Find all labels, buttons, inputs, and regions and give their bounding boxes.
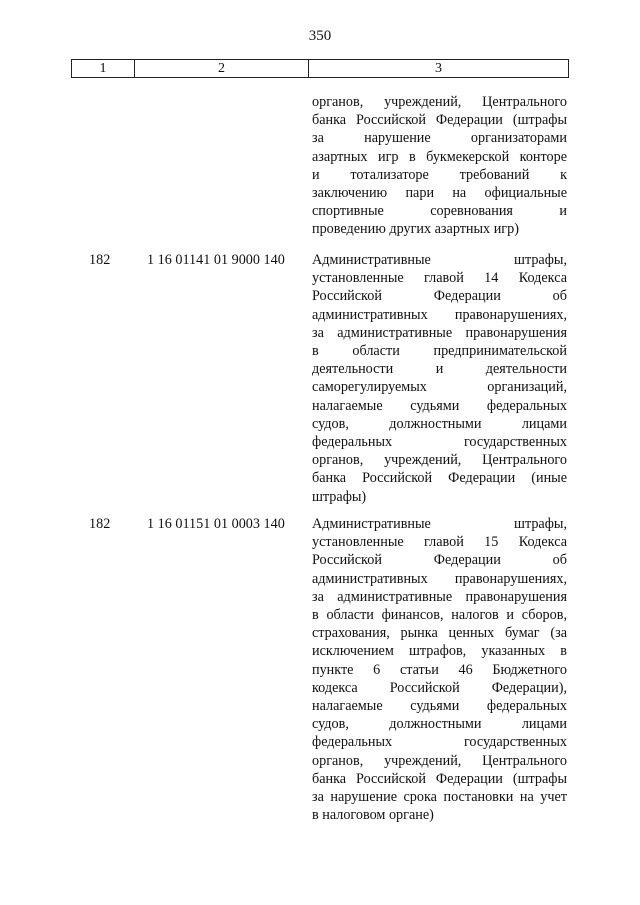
description-line: органов, учреждений, Центрального [312, 94, 567, 110]
description-line: налагаемые судьями федеральных [312, 698, 567, 715]
description-line: банка Российской Федерации (штрафы [312, 770, 567, 787]
description-line: деятельности и деятельности [312, 361, 567, 378]
column-header-table [71, 59, 569, 78]
description-line: административных правонарушениях, [312, 306, 567, 323]
description-line: банка Российской Федерации (иные [312, 470, 567, 487]
column-header-1: 1 [72, 60, 135, 78]
description-line: судов, должностными лицами [312, 716, 567, 733]
admin-code: 182 [89, 516, 111, 532]
description-line: Российской Федерации об [312, 552, 567, 569]
description-line: исключением штрафов, указанных в [312, 643, 567, 660]
description-line: спортивные соревнования и [312, 203, 567, 220]
description-line: Административные штрафы, [312, 252, 567, 268]
page-number: 350 [308, 28, 332, 44]
column-header-row [72, 60, 569, 78]
description-line: в области предпринимательской [312, 343, 567, 360]
description-line: и тотализаторе требований к [312, 166, 567, 183]
description-line: за административные правонарушения [312, 324, 567, 341]
description-line: Российской Федерации об [312, 288, 567, 305]
description-line: федеральных государственных [312, 734, 567, 751]
description-line: органов, учреждений, Центрального [312, 752, 567, 769]
description-line: Административные штрафы, [312, 516, 567, 532]
row-description [312, 515, 567, 824]
description-line: в налоговом органе) [312, 807, 434, 824]
continued-description [312, 93, 567, 239]
description-line: штрафы) [312, 488, 367, 505]
row-description [312, 251, 567, 506]
description-line: саморегулируемых организаций, [312, 379, 567, 396]
description-line: банка Российской Федерации (штрафы [312, 112, 567, 129]
description-line: федеральных государственных [312, 434, 567, 451]
kbk-code: 1 16 01151 01 0003 140 [147, 516, 285, 532]
description-line: органов, учреждений, Центрального [312, 452, 567, 469]
description-line: азартных игр в букмекерской конторе [312, 148, 567, 165]
description-line: заключению пари на официальные [312, 185, 567, 202]
description-line: в области финансов, налогов и сборов, [312, 607, 567, 624]
column-header-2: 2 [135, 60, 309, 78]
admin-code: 182 [89, 252, 111, 268]
description-line: налагаемые судьями федеральных [312, 397, 567, 414]
description-line: кодекса Российской Федерации), [312, 679, 567, 696]
kbk-code: 1 16 01141 01 9000 140 [147, 252, 285, 268]
description-line: за административные правонарушения [312, 588, 567, 605]
description-line: судов, должностными лицами [312, 415, 567, 432]
description-line: страхования, рынка ценных бумаг (за [312, 625, 567, 642]
description-line: установленные главой 15 Кодекса [312, 534, 567, 551]
description-line: за нарушение организаторами [312, 130, 567, 147]
description-line: за нарушение срока постановки на учет [312, 789, 567, 806]
column-header-3: 3 [309, 60, 569, 78]
description-line: проведению других азартных игр) [312, 221, 519, 238]
description-line: пункте 6 статьи 46 Бюджетного [312, 661, 567, 678]
description-line: административных правонарушениях, [312, 570, 567, 587]
description-line: установленные главой 14 Кодекса [312, 270, 567, 287]
